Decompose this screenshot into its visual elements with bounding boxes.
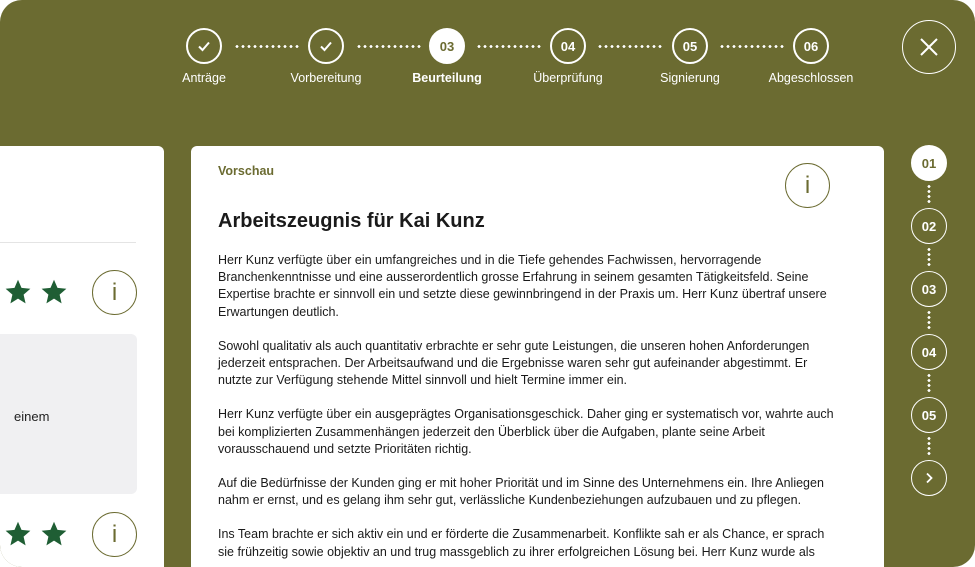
document-body xyxy=(218,252,838,567)
next-section-button[interactable] xyxy=(911,460,947,496)
step-number-circle: 03 xyxy=(429,28,465,64)
step-signierung[interactable] xyxy=(635,28,745,85)
step-antraege[interactable] xyxy=(149,28,259,85)
star-icon xyxy=(4,278,32,306)
close-button[interactable] xyxy=(902,20,956,74)
star-icon xyxy=(40,278,68,306)
step-done-circle xyxy=(308,28,344,64)
section-nav-item-01[interactable]: 01 xyxy=(911,145,947,181)
section-connector xyxy=(927,310,931,330)
checkmark-icon xyxy=(196,38,212,54)
preview-label: Vorschau xyxy=(218,164,275,178)
chevron-right-icon xyxy=(923,472,935,484)
document-paragraph: Herr Kunz verfügte über ein umfangreiches und in die Tiefe gehendes Fachwissen, hervorragende Branchenkenntnisse und eine ausserordentlich grosse Erfahrung in seinem gesamten Tätigkeitsfeld. Seine Expertise brachte er sinnvoll ein und setzte diese gewinnbringend in der Praxis um. Herr Kunz übertraf unsere Erwartungen deutlich. xyxy=(218,253,827,319)
document-paragraph: Ins Team brachte er sich aktiv ein und er förderte die Zusammenarbeit. Konflikte sah er als Chance, er sprach sie frühzeitig sowie objektiv an und trug massgeblich zu ihrer erfolgreichen Lösung bei. Herr Kunz wurde als xyxy=(218,527,825,559)
document-title: Arbeitszeugnis für Kai Kunz xyxy=(218,210,485,232)
star-rating[interactable] xyxy=(4,520,68,548)
star-rating[interactable] xyxy=(4,278,68,306)
section-nav-item-04[interactable]: 04 xyxy=(911,334,947,370)
step-label: Vorbereitung xyxy=(290,71,362,85)
criteria-panel xyxy=(0,146,164,567)
info-button[interactable]: i xyxy=(785,163,830,208)
section-connector xyxy=(927,373,931,393)
section-connector xyxy=(927,184,931,204)
close-icon xyxy=(919,37,939,57)
section-nav-item-03[interactable]: 03 xyxy=(911,271,947,307)
step-ueberpruefung[interactable] xyxy=(513,28,623,85)
step-beurteilung[interactable] xyxy=(392,28,502,85)
section-connector xyxy=(927,436,931,456)
star-icon xyxy=(40,520,68,548)
info-button[interactable]: i xyxy=(92,270,137,315)
document-paragraph: Herr Kunz verfügte über ein ausgeprägtes Organisationsgeschick. Daher ging er systematisch vor, wahrte auch bei komplizierten Zusammenhängen jederzeit den Überblick über die Aufgaben, plante seine Arbeit vorausschauend und setzte Prioritäten richtig. xyxy=(218,407,834,456)
step-abgeschlossen[interactable] xyxy=(756,28,866,85)
criteria-text: einem xyxy=(14,409,50,424)
step-label: Anträge xyxy=(182,71,226,85)
divider xyxy=(0,242,136,243)
step-number-circle: 04 xyxy=(550,28,586,64)
step-done-circle xyxy=(186,28,222,64)
step-label: Überprüfung xyxy=(533,71,603,85)
step-label: Abgeschlossen xyxy=(768,71,854,85)
document-paragraph: Sowohl qualitativ als auch quantitativ erbrachte er sehr gute Leistungen, die unseren hohen Anforderungen jederzeit entsprachen. Der Arbeitsaufwand und die Ergebnisse waren sehr gut aufeinander abgestimmt. Er nutzte zur Verfügung stehende Mittel sinnvoll und hielt Termine immer ein. xyxy=(218,338,810,388)
step-label: Signierung xyxy=(660,71,720,85)
document-paragraph: Auf die Bedürfnisse der Kunden ging er mit hoher Priorität und im Sinne des Unternehmens ein. Ihre Anliegen nahm er ernst, und es gelang ihm sehr gut, verlässliche Kundenbeziehungen aufzubauen und zu pflegen. xyxy=(218,476,824,508)
checkmark-icon xyxy=(318,38,334,54)
step-number-circle: 05 xyxy=(672,28,708,64)
step-number-circle: 06 xyxy=(793,28,829,64)
progress-stepper xyxy=(0,28,975,98)
section-connector xyxy=(927,247,931,267)
step-label: Beurteilung xyxy=(412,71,482,85)
section-nav-item-02[interactable]: 02 xyxy=(911,208,947,244)
step-vorbereitung[interactable] xyxy=(271,28,381,85)
info-button[interactable]: i xyxy=(92,512,137,557)
star-icon xyxy=(4,520,32,548)
preview-panel xyxy=(191,146,884,567)
section-nav-item-05[interactable]: 05 xyxy=(911,397,947,433)
criteria-text-box xyxy=(0,334,137,494)
